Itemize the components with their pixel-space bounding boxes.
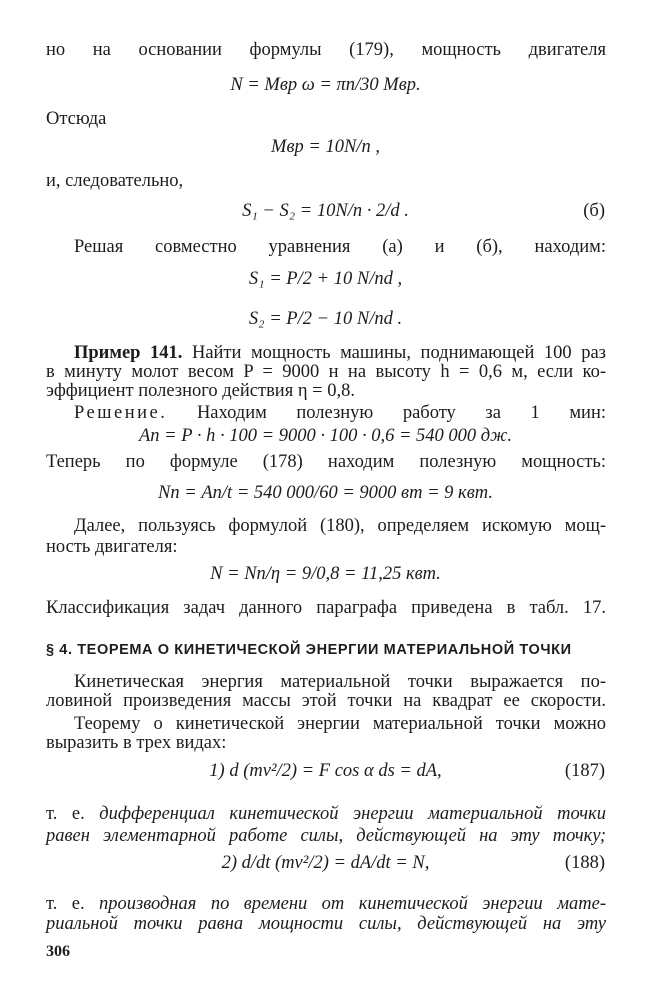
- text-line: выразить в трех видах:: [46, 733, 227, 753]
- example-label: Пример 141.: [74, 343, 183, 363]
- page-number: 306: [46, 943, 70, 960]
- text-line: т. е. производная по времени от кинетической энергии мате-: [46, 894, 606, 914]
- equation-number: (188): [564, 853, 605, 873]
- solution-label: Решение.: [74, 403, 168, 423]
- formula-s1: S₁ = P/2 + 10 N/nd ,: [248, 269, 403, 289]
- example-line: Пример 141. Найти мощность машины, поднимающей 100 раз: [74, 343, 606, 363]
- formula-moment: Mвр = 10N/n ,: [271, 137, 380, 157]
- equation-number: (б): [583, 201, 605, 221]
- formula-188: 2) d/dt (mv²/2) = dA/dt = N,: [221, 853, 430, 873]
- text-line: Классификация задач данного параграфа приведена в табл. 17.: [46, 598, 606, 618]
- equation-number: (187): [564, 761, 605, 781]
- formula-187: 1) d (mv²/2) = F cos α ds = dA,: [209, 761, 442, 781]
- text-line: т. е. дифференциал кинетической энергии материальной точки: [46, 804, 606, 824]
- formula-power: N = Mвр ω = πn/30 Mвр.: [230, 75, 421, 95]
- text-line: Решая совместно уравнения (а) и (б), находим:: [74, 237, 606, 257]
- formula-s2: S₂ = P/2 − 10 N/nd .: [248, 309, 403, 329]
- text-line: Теперь по формуле (178) находим полезную мощность:: [46, 452, 606, 472]
- text-line: эффициент полезного действия η = 0,8.: [46, 381, 355, 401]
- text-line: и, следовательно,: [46, 171, 184, 191]
- text-line: ловиной произведения массы этой точки на квадрат ее скорости.: [46, 691, 606, 711]
- text-line: Отсюда: [46, 109, 107, 129]
- formula-engine-power: N = Nп/η = 9/0,8 = 11,25 квт.: [210, 564, 441, 584]
- text-line: Кинетическая энергия материальной точки выражается по-: [74, 672, 606, 692]
- formula-difference: S₁ − S₂ = 10N/n · 2/d .: [242, 201, 409, 221]
- formula-work: Aп = P · h · 100 = 9000 · 100 · 0,6 = 540 000 дж.: [138, 426, 513, 446]
- text-line: Теорему о кинетической энергии материальной точки можно: [74, 714, 606, 734]
- formula-useful-power: Nп = Aп/t = 540 000/60 = 9000 вт = 9 квт.: [158, 483, 493, 503]
- text-line: но на основании формулы (179), мощность двигателя: [46, 40, 606, 60]
- text-line: ность двигателя:: [46, 537, 178, 557]
- text-line: Далее, пользуясь формулой (180), определяем искомую мощ-: [74, 516, 606, 536]
- text-line: риальной точки равна мощности силы, действующей на эту: [46, 914, 606, 934]
- solution-line: Решение. Находим полезную работу за 1 мин:: [74, 403, 606, 423]
- text-line: равен элементарной работе силы, действующей на эту точку;: [46, 826, 606, 846]
- text-line: в минуту молот весом P = 9000 н на высоту h = 0,6 м, если ко-: [46, 362, 606, 382]
- section-heading: § 4. ТЕОРЕМА О КИНЕТИЧЕСКОЙ ЭНЕРГИИ МАТЕРИАЛЬНОЙ ТОЧКИ: [46, 642, 572, 658]
